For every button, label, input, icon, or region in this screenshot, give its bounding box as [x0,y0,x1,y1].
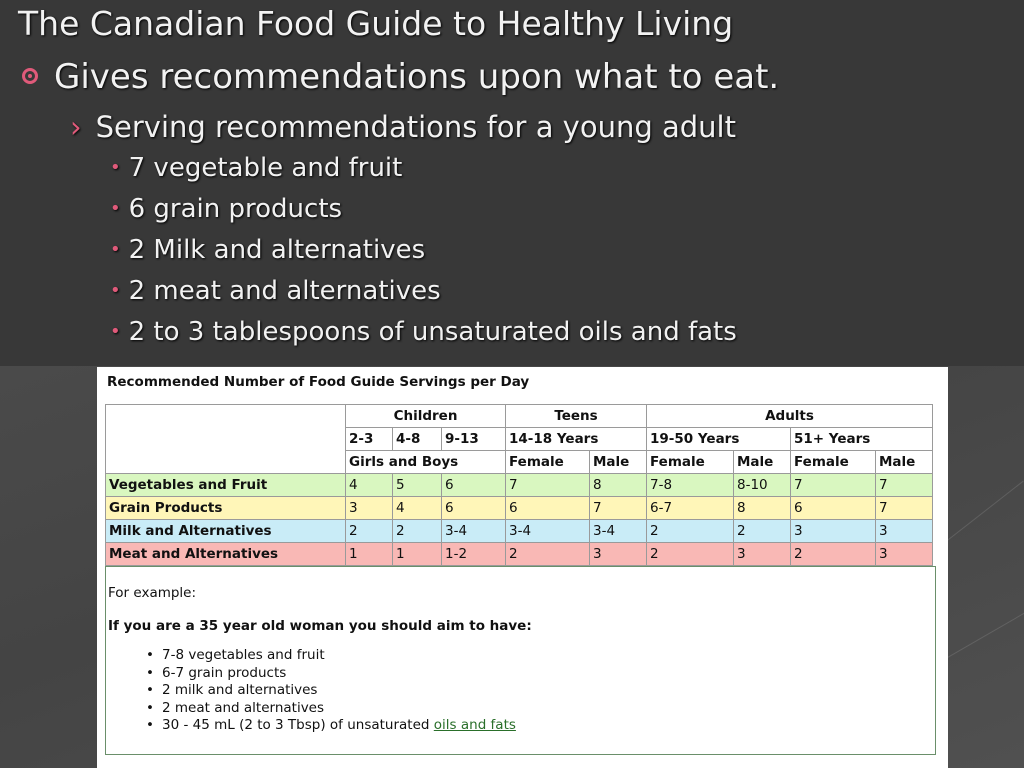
table-row [106,497,933,520]
list-item [146,717,516,735]
food-guide-image [97,367,948,768]
table-header-row [106,405,933,428]
cell: 7-8 [647,474,734,497]
table-row [106,474,933,497]
cell: 3-4 [442,520,506,543]
bullet-level3-text: 6 grain products [128,194,343,224]
row-label: Grain Products [106,497,346,520]
list-item-text: 30 - 45 mL (2 to 3 Tbsp) of unsaturated [162,717,434,733]
cell: 6-7 [647,497,734,520]
dot-bullet-icon: • [110,321,121,342]
group-header: Adults [647,405,933,428]
dot-bullet-icon: • [146,664,154,681]
slide-header-background [0,0,1024,366]
age-header: 2-3 [346,428,393,451]
age-header: 14-18 Years [506,428,647,451]
cell: 2 [346,520,393,543]
dot-bullet-icon: • [110,239,121,260]
circle-bullet-icon [22,68,38,84]
example-list [146,647,516,735]
dot-bullet-icon: • [110,280,121,301]
cell: 5 [393,474,442,497]
list-item-text: 2 meat and alternatives [162,699,325,716]
cell: 2 [647,520,734,543]
row-label: Meat and Alternatives [106,543,346,566]
dot-bullet-icon: • [146,717,154,733]
dot-bullet-icon: • [146,682,154,698]
dot-bullet-icon: • [110,157,121,178]
cell: 2 [791,543,876,566]
bullet-level3-text: 2 meat and alternatives [128,276,441,306]
bullet-level1 [22,57,779,97]
sex-header: Female [506,451,590,474]
cell: 3 [791,520,876,543]
sex-header: Female [647,451,734,474]
list-item [146,700,516,718]
dot-bullet-icon: • [110,198,121,219]
cell: 4 [393,497,442,520]
cell: 3 [734,543,791,566]
cell: 8 [734,497,791,520]
cell: 3 [590,543,647,566]
chevron-right-icon: › [70,110,82,144]
bullet-level3 [110,153,402,183]
list-item [146,647,516,665]
cell: 7 [506,474,590,497]
cell: 6 [442,497,506,520]
example-box [105,566,936,755]
bullet-level2-text: Serving recommendations for a young adult [95,110,736,144]
table-corner-cell [106,405,346,474]
sex-header: Male [590,451,647,474]
cell: 1 [393,543,442,566]
cell: 3 [876,543,933,566]
group-header: Children [346,405,506,428]
bullet-level3 [110,235,425,265]
cell: 7 [876,474,933,497]
bullet-level3-text: 7 vegetable and fruit [128,153,403,183]
cell: 6 [791,497,876,520]
list-item-text: 2 milk and alternatives [162,682,318,698]
cell: 8 [590,474,647,497]
cell: 2 [647,543,734,566]
cell: 4 [346,474,393,497]
table-title: Recommended Number of Food Guide Servings per Day [107,374,530,390]
sex-header: Male [734,451,791,474]
sex-header: Girls and Boys [346,451,506,474]
row-label: Milk and Alternatives [106,520,346,543]
dot-bullet-icon: • [146,699,154,716]
slide-title: The Canadian Food Guide to Healthy Living [18,4,734,43]
example-lead: If you are a 35 year old woman you should aim to have: [108,618,532,634]
list-item-text: 6-7 grain products [162,664,287,681]
bullet-level3-text: 2 to 3 tablespoons of unsaturated oils and fats [128,317,737,347]
sex-header: Female [791,451,876,474]
list-item [146,665,516,683]
cell: 1-2 [442,543,506,566]
dot-bullet-icon: • [146,647,154,663]
bullet-level3 [110,276,441,306]
cell: 3-4 [590,520,647,543]
sex-header: Male [876,451,933,474]
table-row [106,543,933,566]
cell: 6 [442,474,506,497]
cell: 7 [876,497,933,520]
bullet-level2 [70,110,736,144]
age-header: 4-8 [393,428,442,451]
bullet-level3 [110,194,342,224]
list-item-text: 7-8 vegetables and fruit [162,647,325,663]
cell: 2 [393,520,442,543]
cell: 3 [876,520,933,543]
table-row [106,520,933,543]
bullet-level3-text: 2 Milk and alternatives [128,235,426,265]
group-header: Teens [506,405,647,428]
row-label: Vegetables and Fruit [106,474,346,497]
bullet-level3 [110,317,737,347]
oils-and-fats-link[interactable]: oils and fats [433,717,516,733]
cell: 8-10 [734,474,791,497]
age-header: 19-50 Years [647,428,791,451]
cell: 7 [590,497,647,520]
list-item [146,682,516,700]
cell: 2 [506,543,590,566]
cell: 7 [791,474,876,497]
cell: 3 [346,497,393,520]
servings-table [105,404,933,566]
cell: 2 [734,520,791,543]
cell: 1 [346,543,393,566]
age-header: 9-13 [442,428,506,451]
age-header: 51+ Years [791,428,933,451]
cell: 6 [506,497,590,520]
example-heading: For example: [108,585,197,601]
bullet-level1-text: Gives recommendations upon what to eat. [54,57,780,97]
cell: 3-4 [506,520,590,543]
